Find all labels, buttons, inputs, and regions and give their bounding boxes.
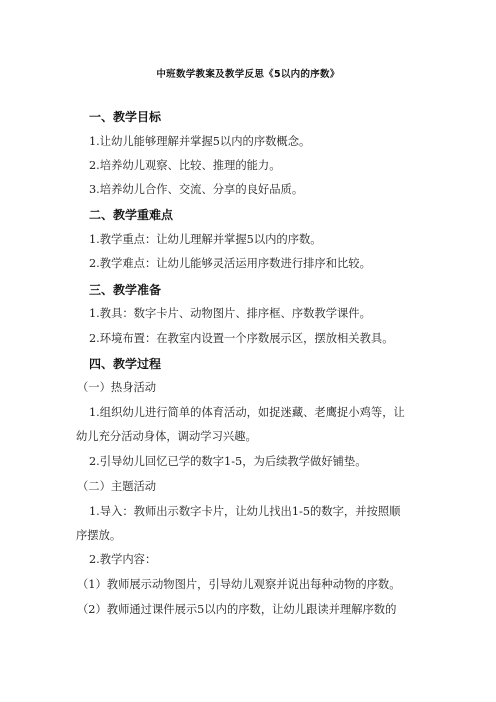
section-heading: 一、教学目标 bbox=[89, 110, 162, 124]
paragraph-line: 幼儿充分活动身体，调动学习兴趣。 bbox=[76, 430, 257, 443]
paragraph-line: 1.导入：教师出示数字卡片，让幼儿找出1-5的数字，并按照顺 bbox=[89, 505, 401, 518]
subsection-heading: （二）主题活动 bbox=[77, 480, 157, 493]
paragraph-line: 1.组织幼儿进行简单的体育活动，如捉迷藏、老鹰捉小鸡等，让 bbox=[89, 406, 405, 419]
paragraph-line: 2.教学难点：让幼儿能够灵活运用序数进行排序和比较。 bbox=[89, 257, 371, 270]
paragraph-line: 1.教学重点：让幼儿理解并掌握5以内的序数。 bbox=[89, 233, 322, 246]
subsection-heading: （一）热身活动 bbox=[77, 381, 157, 394]
paragraph-line: 2.教学内容： bbox=[89, 553, 157, 566]
paragraph-line: 2.环境布置：在教室内设置一个序数展示区，摆放相关教具。 bbox=[89, 332, 394, 345]
paragraph-line: 2.引导幼儿回忆已学的数字1-5，为后续教学做好铺垫。 bbox=[89, 455, 367, 468]
document-title: 中班数学教案及教学反思《5以内的序数》 bbox=[156, 69, 340, 80]
section-heading: 二、教学重难点 bbox=[89, 208, 174, 222]
paragraph-line: 2.培养幼儿观察、比较、推理的能力。 bbox=[89, 159, 281, 172]
paragraph-line: 3.培养幼儿合作、交流、分享的良好品质。 bbox=[89, 183, 304, 196]
paragraph-line: 序摆放。 bbox=[76, 529, 122, 542]
paragraph-line: （2）教师通过课件展示5以内的序数，让幼儿跟读并理解序数的 bbox=[77, 603, 397, 616]
section-heading: 三、教学准备 bbox=[89, 283, 162, 297]
paragraph-line: 1.让幼儿能够理解并掌握5以内的序数概念。 bbox=[89, 135, 311, 148]
paragraph-line: 1.教具：数字卡片、动物图片、排序框、序数教学课件。 bbox=[89, 307, 371, 320]
paragraph-line: （1）教师展示动物图片，引导幼儿观察并说出每种动物的序数。 bbox=[77, 578, 401, 591]
section-heading: 四、教学过程 bbox=[89, 357, 162, 371]
